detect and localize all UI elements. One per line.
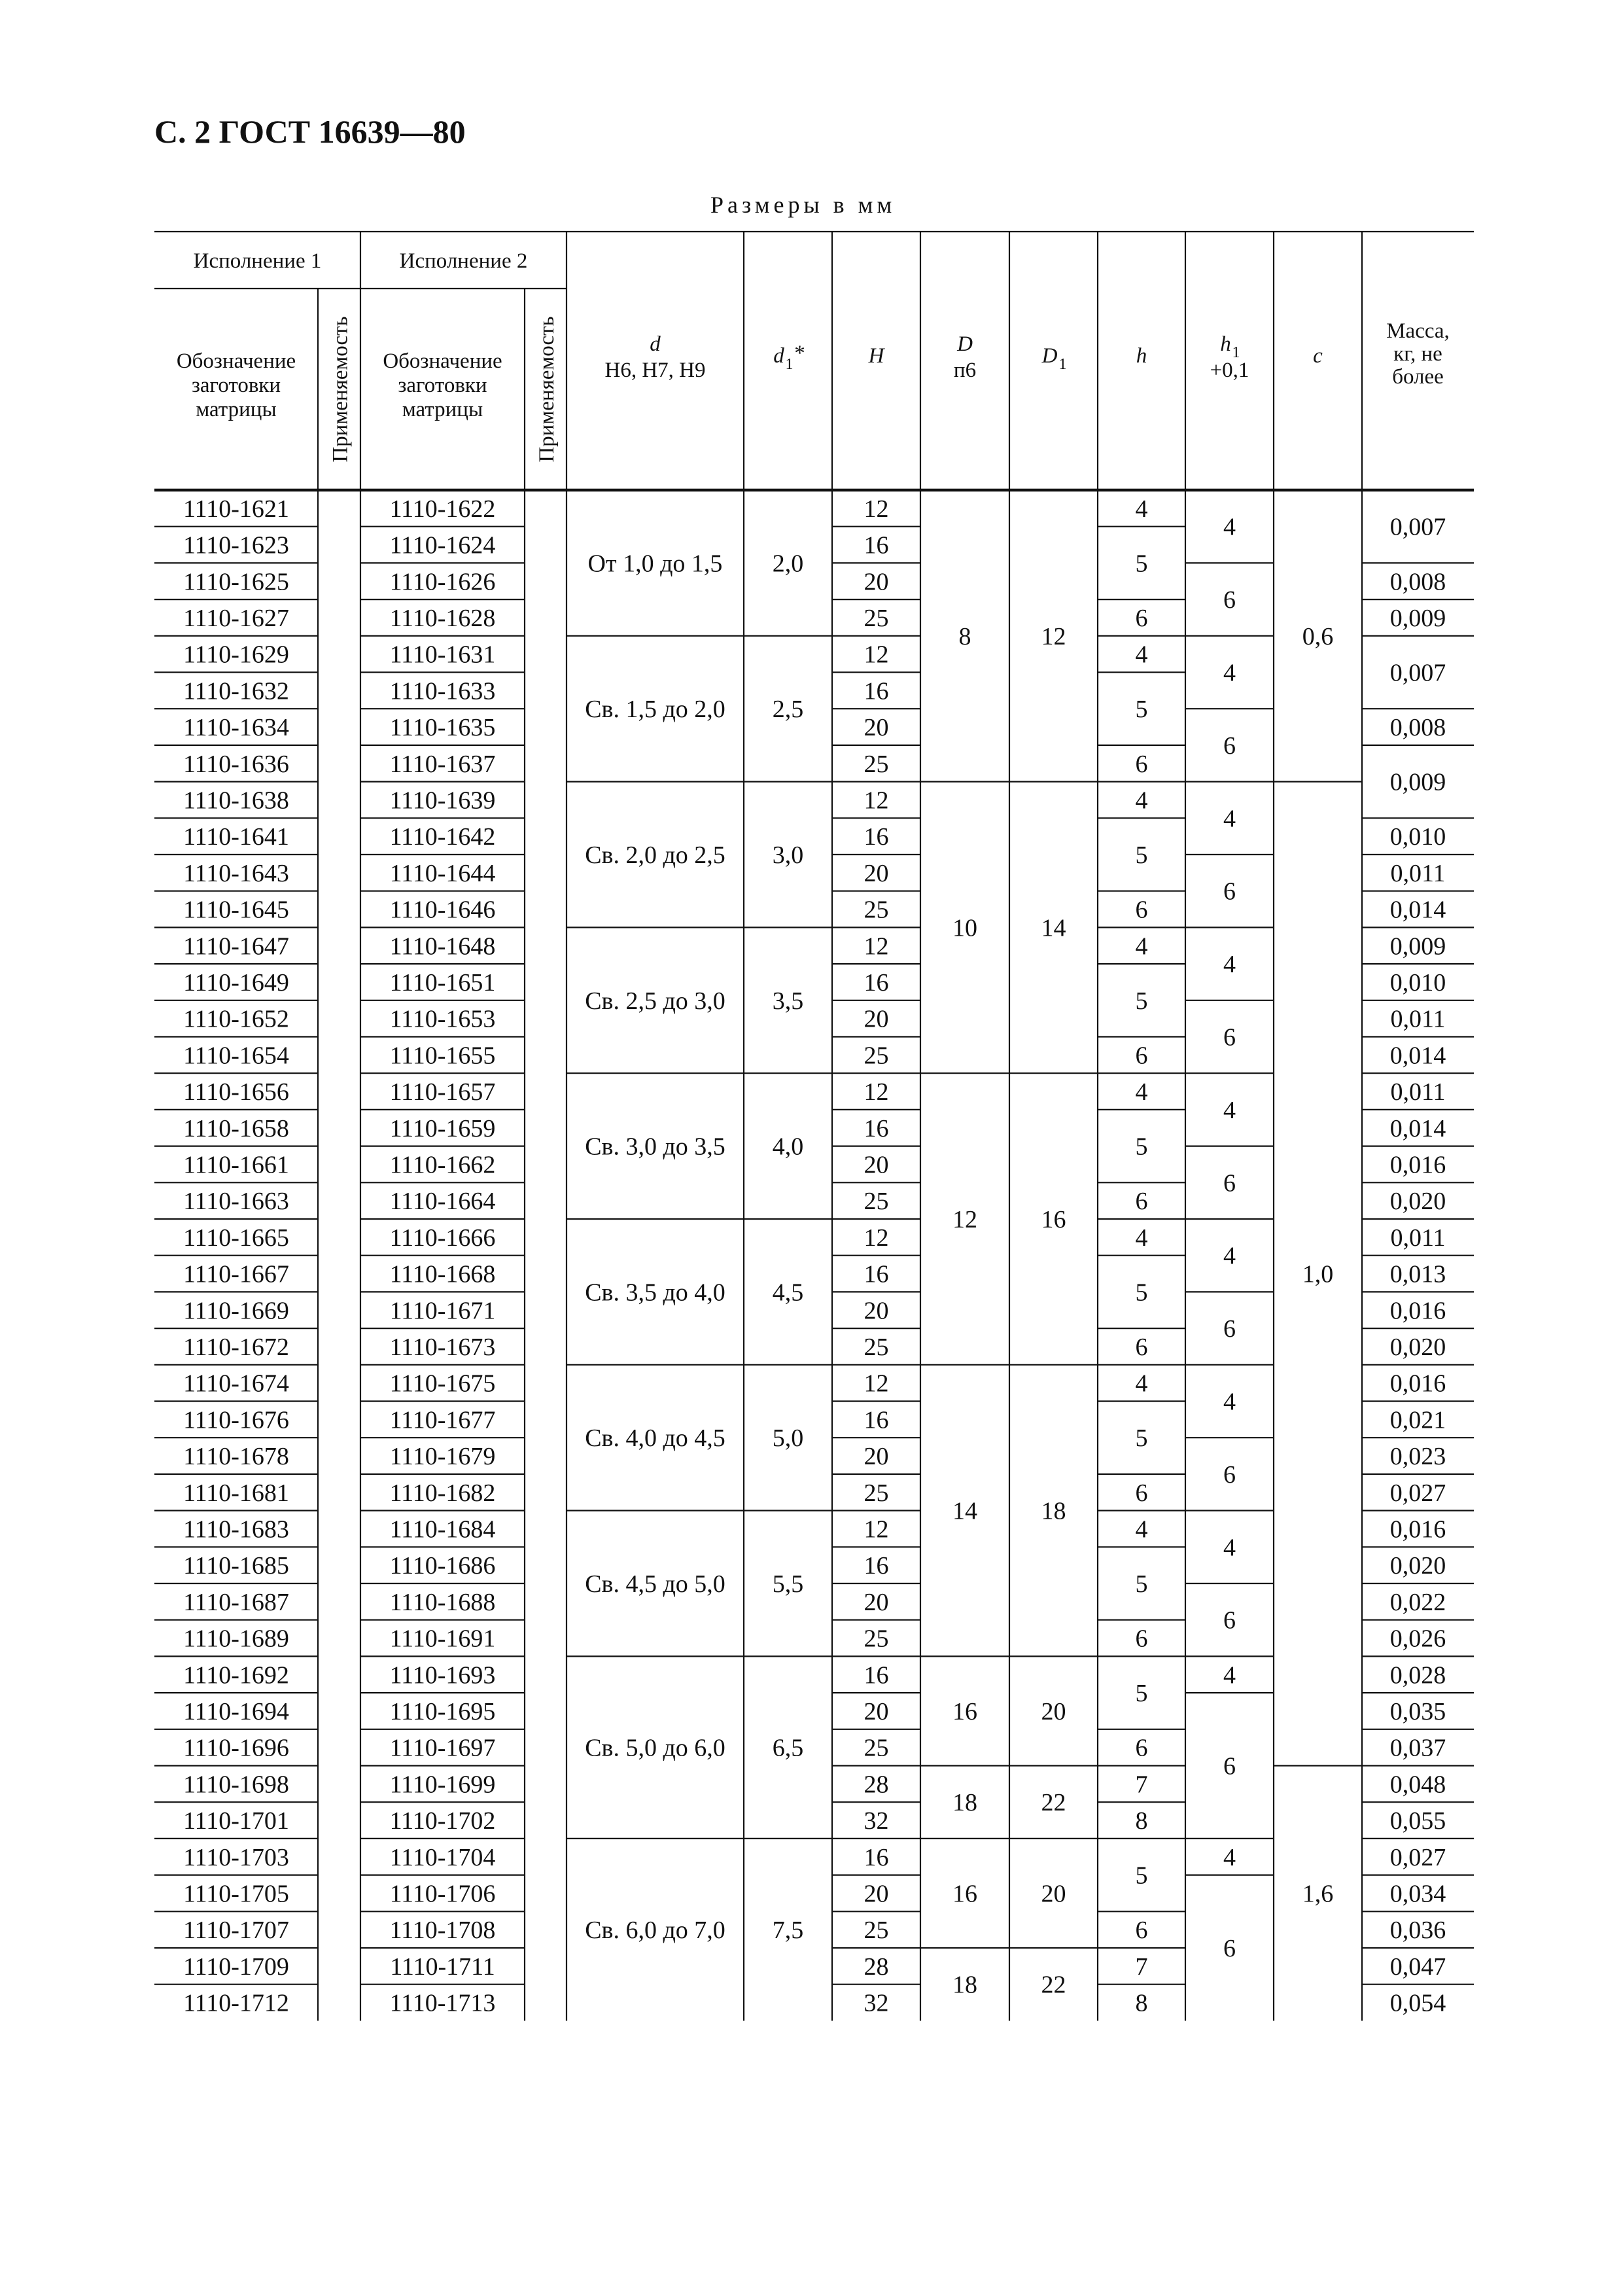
table-cell-d: Св. 3,5 до 4,0 [585,1279,725,1307]
table-cell-H: 16 [864,1661,889,1689]
table-cell-c: 1,0 [1302,1260,1334,1288]
table-cell-d1: 3,0 [772,841,804,869]
table-cell-isp2: 1110-1682 [389,1479,496,1507]
table-cell-h1: 4 [1223,1388,1236,1416]
table-cell-H: 20 [864,1588,889,1616]
header-primenyaemost-1: Применяемость [328,316,353,463]
table-cell-D: 10 [952,914,977,942]
table-cell-h1: 6 [1223,732,1236,760]
table-cell-massa: 0,016 [1389,1297,1446,1325]
table-cell-H: 25 [864,1042,889,1070]
table-cell-massa: 0,011 [1390,1005,1446,1033]
table-cell-H: 12 [864,495,889,523]
table-cell-isp1: 1110-1625 [183,568,289,596]
table-cell-isp1: 1110-1641 [183,823,289,851]
table-cell-isp1: 1110-1663 [183,1188,289,1216]
table-cell-H: 16 [864,531,889,559]
table-cell-isp2: 1110-1631 [389,641,496,669]
table-cell-h: 6 [1135,1333,1148,1361]
table-cell-isp2: 1110-1622 [389,495,496,523]
header-ispolnenie-1: Исполнение 1 [193,249,322,273]
table-cell-isp2: 1110-1679 [389,1443,496,1471]
table-cell-massa: 0,008 [1389,568,1446,596]
table-cell-h: 5 [1135,550,1148,578]
table-cell-isp1: 1110-1638 [183,786,289,815]
header-h1: h [1220,332,1231,356]
table-cell-isp2: 1110-1662 [389,1151,496,1179]
table-cell-h1: 4 [1223,1534,1236,1562]
table-cell-isp1: 1110-1705 [183,1880,289,1908]
table-cell-isp1: 1110-1696 [183,1734,289,1762]
table-cell-D1: 22 [1041,1971,1066,1999]
table-cell-h1: 6 [1223,1315,1236,1343]
table-cell-H: 16 [864,1843,889,1871]
header-D-tolerance: п6 [953,359,977,382]
header-h1-tolerance: +0,1 [1210,359,1249,382]
header-d1-star: * [794,342,805,365]
table-cell-massa: 0,020 [1389,1188,1446,1216]
table-cell-isp2: 1110-1628 [389,604,496,632]
table-cell-massa: 0,023 [1389,1443,1446,1471]
table-cell-massa: 0,016 [1389,1151,1446,1179]
table-cell-h: 4 [1135,786,1148,815]
table-cell-H: 20 [864,859,889,887]
page-title: С. 2 ГОСТ 16639—80 [154,113,466,150]
header-d-tolerance: Н6, Н7, Н9 [604,359,706,382]
table-cell-massa: 0,021 [1389,1406,1446,1434]
table-cell-massa: 0,011 [1390,1224,1446,1252]
header-massa: Масса, [1386,319,1450,343]
table-cell-massa: 0,009 [1389,932,1446,961]
table-cell-isp2: 1110-1639 [389,786,496,815]
table-cell-h1: 4 [1223,1096,1236,1124]
table-cell-massa: 0,027 [1389,1479,1446,1507]
table-cell-D1: 20 [1041,1880,1066,1908]
table-cell-isp1: 1110-1709 [183,1952,289,1981]
table-cell-isp1: 1110-1632 [183,677,289,705]
table-cell-isp2: 1110-1693 [389,1661,496,1689]
table-cell-isp1: 1110-1643 [183,859,289,887]
header-h: h [1136,344,1147,368]
table-cell-H: 20 [864,1880,889,1908]
table-cell-isp1: 1110-1703 [183,1843,289,1871]
header-h1-sub: 1 [1232,344,1240,361]
table-cell-h: 8 [1135,1807,1148,1835]
table-cell-isp2: 1110-1666 [389,1224,496,1252]
table-cell-d1: 2,5 [772,696,804,724]
header-H: H [868,344,884,368]
units-note: Размеры в мм [710,192,896,218]
table-cell-isp1: 1110-1674 [183,1369,289,1398]
table-cell-isp1: 1110-1689 [183,1625,289,1653]
table-cell-H: 16 [864,823,889,851]
table-cell-h: 5 [1135,1133,1148,1161]
table-cell-isp1: 1110-1627 [183,604,289,632]
table-cell-d: Св. 4,0 до 4,5 [585,1424,725,1453]
header-c: c [1313,344,1323,368]
header-massa: кг, не [1393,342,1442,366]
header-oboznachenie-2: матрицы [402,398,483,421]
table-cell-h1: 4 [1223,513,1236,541]
table-cell-isp2: 1110-1642 [389,823,496,851]
table-cell-h: 5 [1135,1279,1148,1307]
table-cell-d: От 1,0 до 1,5 [587,550,723,578]
table-cell-D: 18 [952,1971,977,1999]
table-cell-isp1: 1110-1683 [183,1515,289,1544]
table-cell-massa: 0,011 [1390,859,1446,887]
table-cell-h1: 4 [1223,951,1236,979]
table-cell-H: 16 [864,677,889,705]
table-cell-isp1: 1110-1681 [183,1479,289,1507]
table-cell-h: 4 [1135,1224,1148,1252]
table-cell-isp2: 1110-1664 [389,1188,496,1216]
table-cell-isp2: 1110-1624 [389,531,496,559]
table-cell-H: 25 [864,896,889,924]
table-cell-massa: 0,016 [1389,1515,1446,1544]
table-cell-isp1: 1110-1629 [183,641,289,669]
table-cell-h: 6 [1135,1188,1148,1216]
table-cell-H: 25 [864,1479,889,1507]
table-cell-isp1: 1110-1694 [183,1697,289,1725]
table-cell-d1: 5,0 [772,1424,804,1453]
table-cell-isp2: 1110-1646 [389,896,496,924]
table-cell-c: 1,6 [1302,1880,1334,1908]
table-cell-H: 20 [864,1151,889,1179]
table-cell-massa: 0,037 [1389,1734,1446,1762]
table-cell-D: 12 [952,1206,977,1233]
table-cell-h: 5 [1135,1862,1148,1890]
table-cell-d1: 3,5 [772,987,804,1015]
table-cell-d: Св. 5,0 до 6,0 [585,1734,725,1762]
table-cell-h: 6 [1135,604,1148,632]
table-cell-d: Св. 2,5 до 3,0 [585,987,725,1015]
table-cell-isp1: 1110-1658 [183,1114,289,1142]
table-cell-h: 5 [1135,1570,1148,1598]
table-cell-h: 7 [1135,1771,1148,1799]
table-cell-c: 0,6 [1302,622,1334,650]
table-cell-h: 5 [1135,841,1148,869]
header-oboznachenie-1: заготовки [191,374,281,397]
table-cell-h1: 6 [1223,877,1236,906]
header-D1-sub: 1 [1058,356,1067,373]
table-cell-D1: 16 [1041,1206,1066,1233]
table-cell-H: 25 [864,750,889,778]
table-cell-isp1: 1110-1661 [183,1151,289,1179]
table-cell-isp2: 1110-1637 [389,750,496,778]
table-cell-isp1: 1110-1654 [183,1042,289,1070]
table-cell-H: 20 [864,1697,889,1725]
table-cell-d1: 7,5 [772,1916,804,1945]
table-cell-H: 32 [864,1989,889,2017]
table-cell-d1: 5,5 [772,1570,804,1598]
table-cell-isp1: 1110-1669 [183,1297,289,1325]
header-oboznachenie-2: Обозначение [383,349,502,373]
table-cell-isp2: 1110-1708 [389,1916,496,1945]
table-cell-massa: 0,014 [1389,896,1446,924]
table-cell-D1: 18 [1041,1497,1066,1525]
table-cell-massa: 0,054 [1389,1989,1446,2017]
table-cell-isp2: 1110-1673 [389,1333,496,1361]
table-cell-isp2: 1110-1697 [389,1734,496,1762]
table-cell-massa: 0,035 [1389,1697,1446,1725]
table-cell-h: 4 [1135,932,1148,961]
table-cell-h1: 6 [1223,1752,1236,1780]
table-cell-isp2: 1110-1675 [389,1369,496,1398]
table-cell-isp2: 1110-1626 [389,568,496,596]
table-cell-d: Св. 4,5 до 5,0 [585,1570,725,1598]
table-cell-massa: 0,010 [1389,823,1446,851]
table-cell-isp2: 1110-1688 [389,1588,496,1616]
table-cell-isp2: 1110-1713 [389,1989,496,2017]
table-cell-isp2: 1110-1633 [389,677,496,705]
header-oboznachenie-1: матрицы [196,398,277,421]
table-cell-isp1: 1110-1636 [183,750,289,778]
table-cell-h1: 6 [1223,1460,1236,1489]
table-cell-h1: 4 [1223,659,1236,687]
table-cell-massa: 0,016 [1389,1369,1446,1398]
table-cell-d: Св. 1,5 до 2,0 [585,696,725,724]
table-cell-D: 16 [952,1697,977,1725]
table-cell-h: 6 [1135,1734,1148,1762]
table-cell-H: 20 [864,568,889,596]
table-cell-H: 12 [864,1224,889,1252]
table-cell-isp1: 1110-1692 [183,1661,289,1689]
table-cell-H: 12 [864,1369,889,1398]
table-cell-h: 4 [1135,1078,1148,1106]
table-cell-H: 12 [864,786,889,815]
table-cell-massa: 0,034 [1389,1880,1446,1908]
table-cell-D1: 22 [1041,1789,1066,1817]
table-cell-H: 16 [864,1260,889,1288]
table-cell-H: 25 [864,604,889,632]
table-cell-d: Св. 6,0 до 7,0 [585,1916,725,1945]
table-cell-h: 4 [1135,1369,1148,1398]
table-cell-massa: 0,013 [1389,1260,1446,1288]
table-cell-isp1: 1110-1678 [183,1443,289,1471]
table-cell-h: 5 [1135,1424,1148,1453]
table-cell-h: 6 [1135,750,1148,778]
header-d: d [650,332,661,356]
table-cell-isp1: 1110-1667 [183,1260,289,1288]
table-cell-h1: 4 [1223,805,1236,833]
table-cell-isp2: 1110-1677 [389,1406,496,1434]
table-cell-d1: 6,5 [772,1734,804,1762]
table-cell-massa: 0,014 [1389,1042,1446,1070]
table-cell-h1: 4 [1223,1661,1236,1689]
table-cell-h: 5 [1135,1680,1148,1708]
table-cell-h1: 6 [1223,1606,1236,1634]
table-cell-isp2: 1110-1635 [389,714,496,742]
table-cell-H: 32 [864,1807,889,1835]
table-cell-isp1: 1110-1647 [183,932,289,961]
table-cell-H: 12 [864,1078,889,1106]
table-cell-d: Св. 3,0 до 3,5 [585,1133,725,1161]
table-cell-isp2: 1110-1671 [389,1297,496,1325]
table-cell-massa: 0,011 [1390,1078,1446,1106]
table-cell-d1: 4,0 [772,1133,804,1161]
table-cell-h: 7 [1135,1952,1148,1981]
table-cell-d: Св. 2,0 до 2,5 [585,841,725,869]
table-cell-H: 20 [864,1443,889,1471]
table-cell-massa: 0,010 [1389,968,1446,997]
table-cell-h1: 6 [1223,1169,1236,1197]
table-cell-isp1: 1110-1701 [183,1807,289,1835]
table-cell-d1: 2,0 [772,550,804,578]
table-cell-isp1: 1110-1656 [183,1078,289,1106]
table-cell-D: 14 [952,1497,977,1525]
table-cell-massa: 0,048 [1389,1771,1446,1799]
table-cell-isp1: 1110-1707 [183,1916,289,1945]
table-cell-h1: 4 [1223,1843,1236,1871]
table-cell-D: 8 [958,622,971,650]
table-cell-h1: 6 [1223,1023,1236,1051]
table-cell-isp2: 1110-1686 [389,1552,496,1580]
table-cell-massa: 0,055 [1389,1807,1446,1835]
table-cell-isp2: 1110-1702 [389,1807,496,1835]
table-cell-isp2: 1110-1699 [389,1771,496,1799]
table-cell-h: 6 [1135,1625,1148,1653]
table-cell-H: 16 [864,1114,889,1142]
table-cell-isp1: 1110-1676 [183,1406,289,1434]
table-cell-isp2: 1110-1684 [389,1515,496,1544]
table-cell-isp2: 1110-1653 [389,1005,496,1033]
table-cell-massa: 0,007 [1389,513,1446,541]
table-cell-H: 20 [864,1005,889,1033]
table-cell-massa: 0,009 [1389,604,1446,632]
table-cell-isp1: 1110-1623 [183,531,289,559]
table-cell-h: 4 [1135,641,1148,669]
dimensions-table [154,232,1474,2022]
table-cell-massa: 0,020 [1389,1552,1446,1580]
table-cell-D1: 20 [1041,1697,1066,1725]
table-cell-isp1: 1110-1712 [183,1989,289,2017]
table-cell-h: 6 [1135,896,1148,924]
table-cell-h1: 4 [1223,1242,1236,1270]
table-cell-H: 12 [864,1515,889,1544]
header-D: D [957,332,973,356]
table-cell-H: 25 [864,1333,889,1361]
table-cell-d1: 4,5 [772,1279,804,1307]
table-cell-H: 25 [864,1625,889,1653]
header-oboznachenie-1: Обозначение [176,349,296,373]
table-cell-isp1: 1110-1621 [183,495,289,523]
table-cell-isp1: 1110-1698 [183,1771,289,1799]
table-cell-h1: 6 [1223,1935,1236,1962]
table-cell-H: 20 [864,1297,889,1325]
table-cell-H: 25 [864,1734,889,1762]
table-cell-isp2: 1110-1668 [389,1260,496,1288]
table-cell-h: 6 [1135,1479,1148,1507]
table-cell-H: 25 [864,1916,889,1945]
header-d1-sub: 1 [785,356,794,373]
header-massa: более [1392,365,1444,389]
table-cell-massa: 0,009 [1389,768,1446,796]
table-cell-D1: 12 [1041,622,1066,650]
table-cell-isp2: 1110-1691 [389,1625,496,1653]
table-cell-isp1: 1110-1685 [183,1552,289,1580]
table-cell-H: 28 [864,1771,889,1799]
table-cell-D: 18 [952,1789,977,1817]
table-cell-isp2: 1110-1651 [389,968,496,997]
table-cell-isp2: 1110-1657 [389,1078,496,1106]
table-cell-H: 12 [864,641,889,669]
table-cell-H: 16 [864,968,889,997]
table-cell-isp1: 1110-1665 [183,1224,289,1252]
header-D1: D [1041,344,1058,368]
table-cell-h: 5 [1135,696,1148,724]
table-cell-massa: 0,020 [1389,1333,1446,1361]
table-cell-isp2: 1110-1659 [389,1114,496,1142]
table-cell-H: 12 [864,932,889,961]
table-cell-isp1: 1110-1645 [183,896,289,924]
table-cell-massa: 0,022 [1389,1588,1446,1616]
table-cell-isp2: 1110-1648 [389,932,496,961]
table-cell-isp1: 1110-1672 [183,1333,289,1361]
table-cell-isp1: 1110-1687 [183,1588,289,1616]
table-cell-h: 8 [1135,1989,1148,2017]
table-cell-massa: 0,036 [1389,1916,1446,1945]
table-cell-massa: 0,007 [1389,659,1446,687]
table-cell-massa: 0,047 [1389,1952,1446,1981]
table-cell-isp2: 1110-1655 [389,1042,496,1070]
table-cell-h: 4 [1135,1515,1148,1544]
table-cell-isp1: 1110-1649 [183,968,289,997]
table-cell-h: 4 [1135,495,1148,523]
table-cell-massa: 0,008 [1389,714,1446,742]
table-cell-D1: 14 [1041,914,1066,942]
table-cell-H: 28 [864,1952,889,1981]
header-oboznachenie-2: заготовки [398,374,487,397]
header-ispolnenie-2: Исполнение 2 [399,249,528,273]
table-cell-H: 25 [864,1188,889,1216]
table-cell-massa: 0,027 [1389,1843,1446,1871]
table-cell-D: 16 [952,1880,977,1908]
table-cell-isp2: 1110-1644 [389,859,496,887]
table-cell-h: 5 [1135,987,1148,1015]
table-cell-h: 6 [1135,1916,1148,1945]
table-cell-isp1: 1110-1634 [183,714,289,742]
table-cell-H: 20 [864,714,889,742]
table-cell-isp2: 1110-1711 [390,1952,495,1981]
table-cell-isp2: 1110-1706 [389,1880,496,1908]
header-d1: d [773,344,784,368]
table-cell-isp1: 1110-1652 [183,1005,289,1033]
table-cell-massa: 0,028 [1389,1661,1446,1689]
header-primenyaemost-2: Применяемость [535,316,559,463]
table-cell-H: 16 [864,1552,889,1580]
table-cell-h: 6 [1135,1042,1148,1070]
table-cell-massa: 0,026 [1389,1625,1446,1653]
table-cell-H: 16 [864,1406,889,1434]
table-cell-isp2: 1110-1695 [389,1697,496,1725]
table-cell-isp2: 1110-1704 [389,1843,496,1871]
table-cell-h1: 6 [1223,586,1236,614]
table-cell-massa: 0,014 [1389,1114,1446,1142]
